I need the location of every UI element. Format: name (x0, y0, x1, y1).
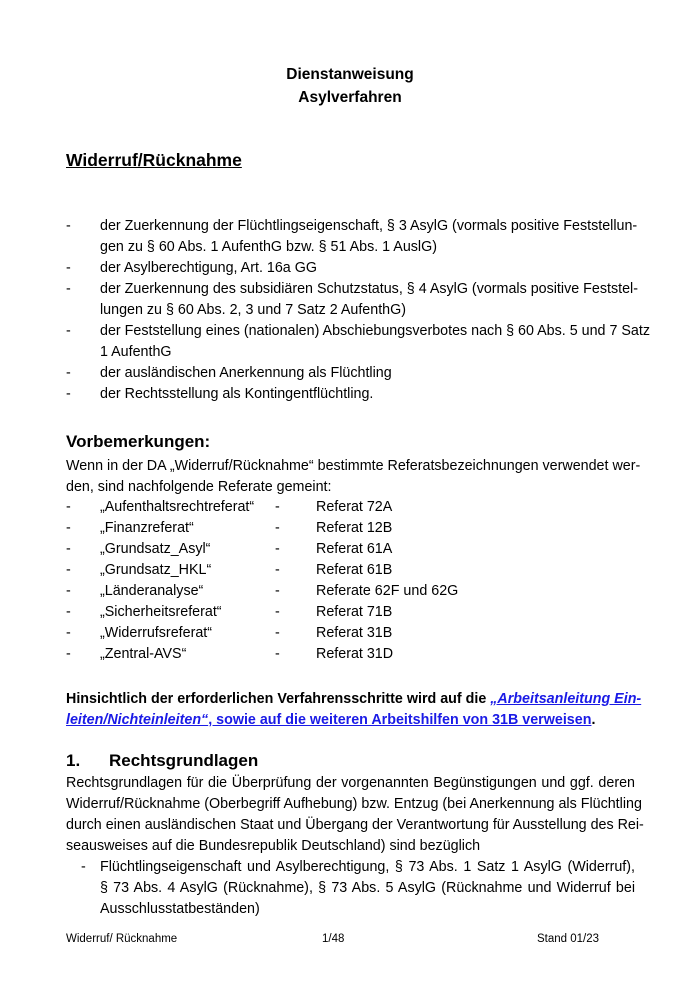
table-dash: - (275, 625, 280, 641)
sub-bullet-dash: - (81, 859, 86, 875)
hinweis-line1 (66, 689, 641, 709)
hinweis-text: Hinsichtlich der erforderlichen Verfahrensschritte wird auf die (66, 691, 491, 707)
section1-number: 1. (66, 751, 81, 770)
arbeitsanleitung-link[interactable] (490, 691, 641, 707)
table-row-ref: Referat 31B (316, 625, 393, 641)
doc-title-line1: Dienstanweisung (286, 66, 414, 83)
bullet-1-line1: der Zuerkennung der Flüchtlingseigenschaft, § 3 AsylG (vormals positive Feststellun- (100, 218, 638, 234)
table-dash: - (275, 499, 280, 515)
section-title: Widerruf/Rücknahme (66, 150, 242, 170)
table-row-ref: Referat 31D (316, 646, 394, 662)
arbeitsanleitung-link-part1: „Arbeitsanleitung Ein- (490, 691, 642, 707)
section1-para-line1: Rechtsgrundlagen für die Überprüfung der vorgenannten Begünstigungen und ggf. deren (66, 775, 635, 791)
table-row-name: „Sicherheitsreferat“ (100, 604, 222, 620)
bullet-dash: - (66, 386, 71, 402)
table-dash: - (66, 541, 71, 557)
table-row-ref: Referat 71B (316, 604, 393, 620)
sub-bullet-line2: § 73 Abs. 4 AsylG (Rücknahme), § 73 Abs. 5 AsylG (Rücknahme und Widerruf bei (100, 880, 635, 896)
bullet-dash: - (66, 260, 71, 276)
sub-bullet-line3: Ausschlusstatbeständen) (100, 901, 260, 917)
table-row-name: „Grundsatz_Asyl“ (100, 541, 211, 557)
footer-right: Stand 01/23 (537, 933, 600, 945)
bullet-5-line1: der ausländischen Anerkennung als Flüchtling (100, 365, 392, 381)
bullet-2-line1: der Asylberechtigung, Art. 16a GG (100, 260, 317, 276)
bullet-3-line2: lungen zu § 60 Abs. 2, 3 und 7 Satz 2 AufenthG) (100, 302, 407, 318)
section1-para-line2: Widerruf/Rücknahme (Oberbegriff Aufhebung) bzw. Entzug (bei Anerkennung als Flüchtling (66, 796, 642, 812)
vorbemerkungen-intro-line1: Wenn in der DA „Widerruf/Rücknahme“ bestimmte Referatsbezeichnungen verwendet wer- (66, 458, 641, 474)
section1-para-line3: durch einen ausländischen Staat und Übergang der Verantwortung für Ausstellung des Rei- (66, 817, 644, 833)
table-row-ref: Referate 62F und 62G (316, 583, 459, 599)
bullet-3-line1: der Zuerkennung des subsidiären Schutzstatus, § 4 AsylG (vormals positive Feststel- (100, 281, 638, 297)
footer-page-number: 1/48 (322, 933, 345, 945)
table-dash: - (275, 583, 280, 599)
table-row-ref: Referat 61B (316, 562, 393, 578)
bullet-dash: - (66, 365, 71, 381)
table-dash: - (66, 562, 71, 578)
table-row-ref: Referat 12B (316, 520, 393, 536)
table-dash: - (275, 520, 280, 536)
bullet-dash: - (66, 281, 71, 297)
bullet-6-line1: der Rechtsstellung als Kontingentflüchtling. (100, 386, 374, 402)
section1-para-line4: seausweises auf die Bundesrepublik Deutschland) sind bezüglich (66, 838, 481, 854)
table-dash: - (66, 625, 71, 641)
arbeitsanleitung-link-part2: leiten/Nichteinleiten“ (66, 712, 209, 728)
table-row-name: „Widerrufsreferat“ (100, 625, 213, 641)
table-row-name: „Zentral-AVS“ (100, 646, 187, 662)
table-dash: - (275, 562, 280, 578)
table-row-name: „Grundsatz_HKL“ (100, 562, 212, 578)
section1-heading: Rechtsgrundlagen (109, 751, 259, 770)
bullet-4-line2: 1 AufenthG (100, 344, 172, 360)
table-dash: - (275, 541, 280, 557)
bullet-dash: - (66, 323, 71, 339)
sub-bullet-line1: Flüchtlingseigenschaft und Asylberechtigung, § 73 Abs. 1 Satz 1 AsylG (Widerruf), (100, 859, 635, 875)
table-dash: - (66, 520, 71, 536)
table-row-name: „Aufenthaltsrechtreferat“ (100, 499, 255, 515)
table-dash: - (275, 604, 280, 620)
doc-title-line2: Asylverfahren (298, 89, 402, 106)
table-row-ref: Referat 72A (316, 499, 393, 515)
bullet-4-line1: der Feststellung eines (nationalen) Abschiebungsverbotes nach § 60 Abs. 5 und 7 Satz (100, 323, 650, 339)
arbeitshilfen-link[interactable] (66, 712, 591, 728)
footer-left: Widerruf/ Rücknahme (66, 933, 178, 945)
table-dash: - (66, 646, 71, 662)
bullet-dash: - (66, 218, 71, 234)
vorbemerkungen-intro-line2: den, sind nachfolgende Referate gemeint: (66, 479, 332, 495)
table-row-name: „Finanzreferat“ (100, 520, 194, 536)
bullet-1-line2: gen zu § 60 Abs. 1 AufenthG bzw. § 51 Abs. 1 AuslG) (100, 239, 437, 255)
table-dash: - (66, 604, 71, 620)
hinweis-period: . (591, 712, 596, 728)
table-row-name: „Länderanalyse“ (100, 583, 204, 599)
table-dash: - (66, 583, 71, 599)
table-dash: - (275, 646, 280, 662)
table-row-ref: Referat 61A (316, 541, 393, 557)
vorbemerkungen-heading: Vorbemerkungen: (66, 432, 211, 451)
table-dash: - (66, 499, 71, 515)
hinweis-line2 (66, 710, 595, 730)
arbeitshilfen-link-text: , sowie auf die weiteren Arbeitshilfen von 31B verweisen (208, 712, 592, 728)
